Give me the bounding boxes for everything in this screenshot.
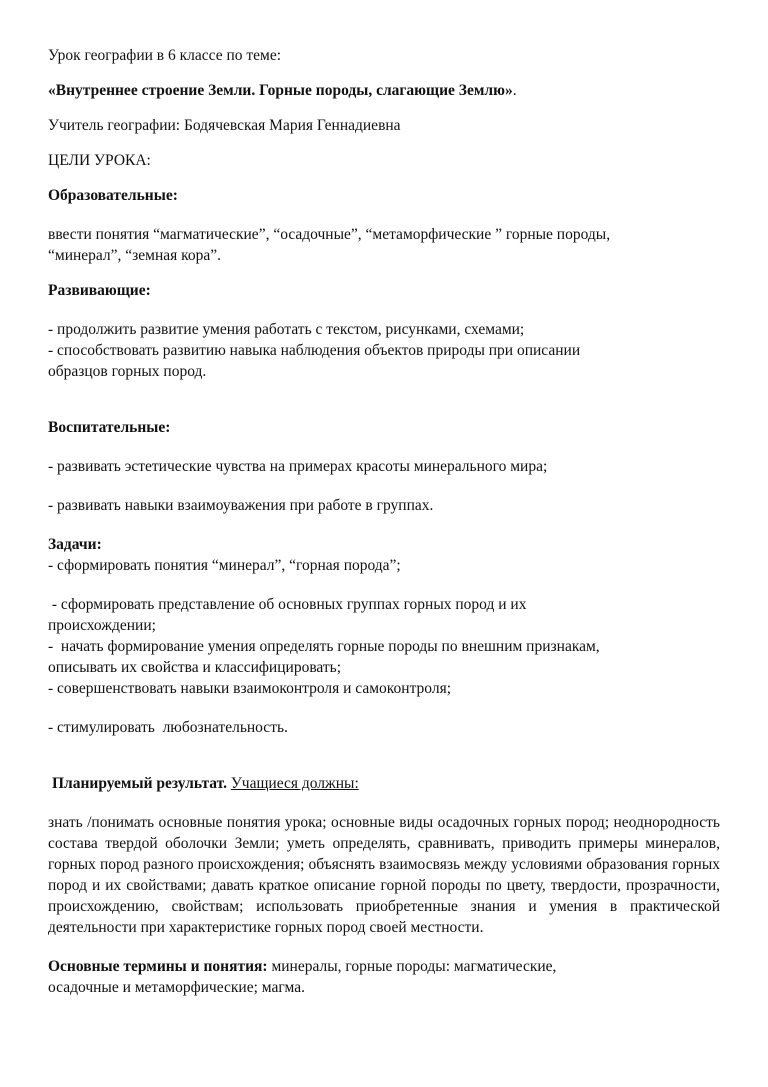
tasks-list bbox=[48, 594, 720, 699]
list-item: - сформировать понятия “минерал”, “горная порода”; bbox=[48, 557, 401, 574]
list-item: - совершенствовать навыки взаимоконтроля и самоконтроля; bbox=[48, 680, 452, 697]
list-item: - продолжить развитие умения работать с текстом, рисунками, схемами; bbox=[48, 321, 525, 338]
educational-heading: Образовательные: bbox=[48, 187, 178, 204]
educational-line: ввести понятия “магматические”, “осадочные”, “метаморфические ” горные породы, bbox=[48, 226, 611, 243]
list-item: - развивать эстетические чувства на примерах красоты минерального мира; bbox=[48, 458, 548, 475]
terms-heading: Основные термины и понятия: bbox=[48, 958, 268, 975]
result-subheading: Учащиеся должны: bbox=[230, 775, 359, 792]
developing-heading: Развивающие: bbox=[48, 282, 151, 299]
developing-list bbox=[48, 319, 720, 382]
result-heading: Планируемый результат. bbox=[52, 775, 227, 792]
list-item: - развивать навыки взаимоуважения при работе в группах. bbox=[48, 497, 434, 514]
teacher-line: Учитель географии: Бодячевская Мария Геннадиевна bbox=[48, 117, 401, 134]
terms-line bbox=[48, 956, 720, 977]
lesson-topic bbox=[48, 80, 720, 101]
tasks-heading: Задачи: bbox=[48, 536, 102, 553]
terms-line: осадочные и метаморфические; магма. bbox=[48, 979, 305, 996]
goals-heading: ЦЕЛИ УРОКА: bbox=[48, 152, 151, 169]
list-item: - сформировать представление об основных группах горных пород и их bbox=[48, 596, 527, 613]
result-heading-line bbox=[48, 773, 720, 794]
terms-block bbox=[48, 956, 720, 998]
terms-text: минералы, горные породы: магматические, bbox=[267, 958, 557, 975]
list-item: происхождении; bbox=[48, 617, 156, 634]
list-item: описывать их свойства и классифицировать; bbox=[48, 659, 342, 676]
topic-title: «Внутреннее строение Земли. Горные породы, слагающие Землю» bbox=[48, 82, 513, 99]
educational-line: “минерал”, “земная кора”. bbox=[48, 247, 222, 264]
list-item: образцов горных пород. bbox=[48, 363, 207, 380]
list-item: - стимулировать любознательность. bbox=[48, 719, 288, 736]
upbringing-heading: Воспитательные: bbox=[48, 419, 171, 436]
result-text: знать /понимать основные понятия урока; основные виды осадочных горных пород; неоднородность состава твердой оболочки Земли; уметь определять, сравнивать, приводить примеры минералов, горных пород разного происхождения; объяснять взаимосвязь между условиями образования горных пород и их свойствами; давать краткое описание горной породы по цвету, твердости, прозрачности, происхождению, свойствам; использовать приобретенные знания и умения в практической деятельности при характеристике горных пород своей местности. bbox=[48, 814, 720, 936]
list-item: - начать формирование умения определять горные породы по внешним признакам, bbox=[48, 638, 600, 655]
lesson-intro: Урок географии в 6 классе по теме: bbox=[48, 47, 282, 64]
topic-end: . bbox=[512, 82, 517, 99]
list-item: - способствовать развитию навыка наблюдения объектов природы при описании bbox=[48, 342, 581, 359]
tasks-block bbox=[48, 534, 720, 576]
educational-text bbox=[48, 224, 720, 266]
